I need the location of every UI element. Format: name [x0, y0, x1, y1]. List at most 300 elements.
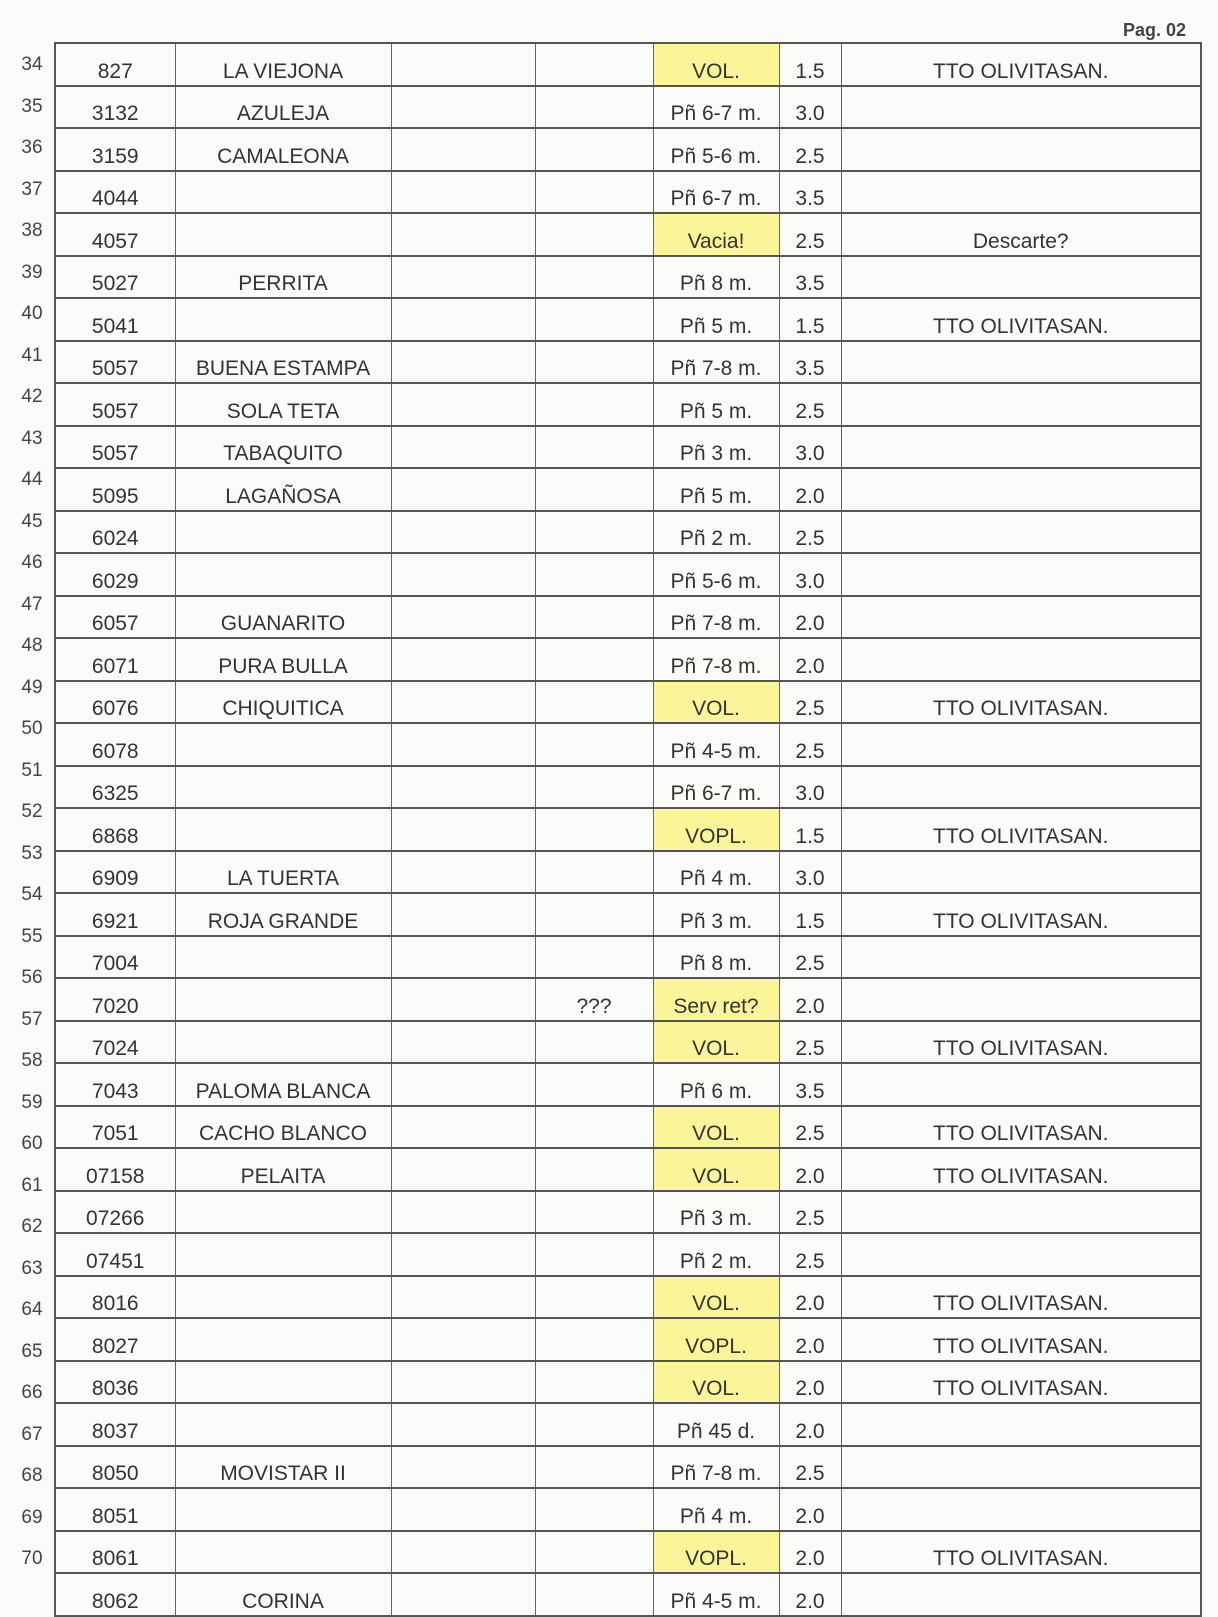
treatment-note-cell: [841, 596, 1201, 639]
row-number: 38: [21, 220, 43, 241]
remark-cell: [535, 298, 653, 341]
table-row: [55, 1106, 1201, 1149]
animal-name-cell: CAMALEONA: [175, 128, 391, 171]
treatment-note-cell: [841, 936, 1201, 979]
table-row: [55, 1318, 1201, 1361]
status-cell: VOL.: [653, 1361, 779, 1404]
animal-name-cell: [175, 1021, 391, 1064]
row-number: 63: [21, 1257, 43, 1279]
remark-cell: [535, 86, 653, 129]
row-number: 44: [21, 469, 43, 490]
remark-cell: [535, 1233, 653, 1276]
treatment-note-cell: TTO OLIVITASAN.: [841, 808, 1201, 851]
empty-cell: [391, 1106, 535, 1149]
animal-name-cell: CHIQUITICA: [175, 681, 391, 724]
row-number: 48: [21, 635, 43, 656]
score-cell: 2.0: [779, 1573, 841, 1616]
animal-name-cell: [175, 553, 391, 596]
status-cell: Pñ 4-5 m.: [653, 723, 779, 766]
table-row: [55, 426, 1201, 469]
animal-name-cell: LAGAÑOSA: [175, 468, 391, 511]
animal-id-cell: 8050: [55, 1446, 175, 1489]
table-row: [55, 1531, 1201, 1574]
status-cell: Pñ 5 m.: [653, 468, 779, 511]
empty-cell: [391, 1446, 535, 1489]
table-row: [55, 256, 1201, 299]
empty-cell: [391, 1403, 535, 1446]
score-cell: 2.5: [779, 511, 841, 554]
treatment-note-cell: TTO OLIVITASAN.: [841, 1318, 1201, 1361]
row-number: 46: [21, 552, 43, 573]
livestock-table: [54, 42, 1202, 1617]
remark-cell: [535, 256, 653, 299]
animal-id-cell: 6909: [55, 851, 175, 894]
remark-cell: [535, 936, 653, 979]
animal-name-cell: [175, 298, 391, 341]
remark-cell: [535, 341, 653, 384]
row-number: 68: [21, 1465, 43, 1486]
animal-name-cell: [175, 1403, 391, 1446]
remark-cell: [535, 1276, 653, 1319]
animal-name-cell: GUANARITO: [175, 596, 391, 639]
animal-id-cell: 4044: [55, 171, 175, 214]
empty-cell: [391, 936, 535, 979]
animal-name-cell: [175, 723, 391, 766]
remark-cell: [535, 1191, 653, 1234]
remark-cell: [535, 383, 653, 426]
animal-name-cell: TABAQUITO: [175, 426, 391, 469]
row-number: 58: [21, 1050, 43, 1071]
animal-id-cell: 6057: [55, 596, 175, 639]
remark-cell: [535, 723, 653, 766]
score-cell: 3.5: [779, 341, 841, 384]
score-cell: 3.5: [779, 256, 841, 299]
row-number: 52: [21, 801, 43, 822]
animal-id-cell: 6029: [55, 553, 175, 596]
treatment-note-cell: TTO OLIVITASAN.: [841, 893, 1201, 936]
table-row: [55, 553, 1201, 596]
remark-cell: [535, 1318, 653, 1361]
remark-cell: [535, 1106, 653, 1149]
score-cell: 3.5: [779, 171, 841, 214]
status-cell: VOL.: [653, 43, 779, 86]
status-cell: VOL.: [653, 681, 779, 724]
treatment-note-cell: [841, 766, 1201, 809]
treatment-note-cell: [841, 171, 1201, 214]
table-row: [55, 468, 1201, 511]
score-cell: 2.0: [779, 1148, 841, 1191]
treatment-note-cell: TTO OLIVITASAN.: [841, 1361, 1201, 1404]
remark-cell: [535, 808, 653, 851]
treatment-note-cell: TTO OLIVITASAN.: [841, 1276, 1201, 1319]
treatment-note-cell: TTO OLIVITASAN.: [841, 681, 1201, 724]
treatment-note-cell: [841, 468, 1201, 511]
score-cell: 3.0: [779, 86, 841, 129]
remark-cell: [535, 893, 653, 936]
row-number: 43: [21, 427, 43, 449]
animal-name-cell: LA VIEJONA: [175, 43, 391, 86]
animal-name-cell: [175, 978, 391, 1021]
remark-cell: [535, 1403, 653, 1446]
animal-id-cell: 8036: [55, 1361, 175, 1404]
table-row: [55, 638, 1201, 681]
status-cell: Serv ret?: [653, 978, 779, 1021]
score-cell: 1.5: [779, 298, 841, 341]
status-cell: Pñ 7-8 m.: [653, 638, 779, 681]
empty-cell: [391, 1233, 535, 1276]
score-cell: 3.0: [779, 766, 841, 809]
empty-cell: [391, 1531, 535, 1574]
empty-cell: [391, 256, 535, 299]
animal-id-cell: 6071: [55, 638, 175, 681]
table-row: [55, 213, 1201, 256]
empty-cell: [391, 171, 535, 214]
treatment-note-cell: [841, 256, 1201, 299]
animal-id-cell: 8027: [55, 1318, 175, 1361]
row-number: 59: [21, 1091, 43, 1113]
status-cell: Pñ 6-7 m.: [653, 86, 779, 129]
animal-id-cell: 5057: [55, 426, 175, 469]
table-row: [55, 43, 1201, 86]
table-row: [55, 1063, 1201, 1106]
row-number: 65: [21, 1340, 43, 1362]
row-number: 69: [21, 1506, 43, 1528]
animal-name-cell: AZULEJA: [175, 86, 391, 129]
row-number: 50: [21, 718, 43, 739]
animal-name-cell: [175, 1276, 391, 1319]
animal-name-cell: [175, 1488, 391, 1531]
animal-id-cell: 3159: [55, 128, 175, 171]
treatment-note-cell: TTO OLIVITASAN.: [841, 43, 1201, 86]
animal-name-cell: LA TUERTA: [175, 851, 391, 894]
remark-cell: [535, 511, 653, 554]
table-row: [55, 851, 1201, 894]
remark-cell: [535, 1021, 653, 1064]
score-cell: 1.5: [779, 808, 841, 851]
status-cell: Pñ 4-5 m.: [653, 1573, 779, 1616]
table-row: [55, 1191, 1201, 1234]
animal-id-cell: 07158: [55, 1148, 175, 1191]
score-cell: 2.0: [779, 468, 841, 511]
score-cell: 2.0: [779, 978, 841, 1021]
treatment-note-cell: [841, 978, 1201, 1021]
animal-id-cell: 07451: [55, 1233, 175, 1276]
animal-id-cell: 6921: [55, 893, 175, 936]
animal-name-cell: [175, 1361, 391, 1404]
animal-id-cell: 7004: [55, 936, 175, 979]
status-cell: Pñ 5 m.: [653, 383, 779, 426]
row-number: 34: [21, 54, 43, 75]
treatment-note-cell: TTO OLIVITASAN.: [841, 1106, 1201, 1149]
empty-cell: [391, 426, 535, 469]
row-number: 36: [21, 137, 43, 158]
status-cell: VOPL.: [653, 1531, 779, 1574]
status-cell: Pñ 5-6 m.: [653, 128, 779, 171]
animal-id-cell: 5027: [55, 256, 175, 299]
animal-name-cell: SOLA TETA: [175, 383, 391, 426]
row-number: 53: [21, 842, 43, 864]
status-cell: Vacia!: [653, 213, 779, 256]
row-number: 64: [21, 1299, 43, 1320]
row-number: 62: [21, 1216, 43, 1237]
row-number: 61: [21, 1174, 43, 1196]
score-cell: 1.5: [779, 893, 841, 936]
remark-cell: [535, 1063, 653, 1106]
treatment-note-cell: [841, 1446, 1201, 1489]
empty-cell: [391, 1021, 535, 1064]
table-row: [55, 128, 1201, 171]
status-cell: Pñ 6 m.: [653, 1063, 779, 1106]
animal-id-cell: 6078: [55, 723, 175, 766]
row-number: 56: [21, 967, 43, 988]
row-number: 54: [21, 884, 43, 905]
animal-id-cell: 6868: [55, 808, 175, 851]
status-cell: Pñ 8 m.: [653, 256, 779, 299]
status-cell: Pñ 4 m.: [653, 851, 779, 894]
animal-name-cell: PELAITA: [175, 1148, 391, 1191]
table-row: [55, 808, 1201, 851]
row-number: 55: [21, 925, 43, 947]
status-cell: Pñ 2 m.: [653, 511, 779, 554]
animal-id-cell: 8051: [55, 1488, 175, 1531]
row-number: 60: [21, 1133, 43, 1154]
table-row: [55, 1276, 1201, 1319]
animal-id-cell: 7051: [55, 1106, 175, 1149]
table-row: [55, 1488, 1201, 1531]
treatment-note-cell: TTO OLIVITASAN.: [841, 1148, 1201, 1191]
animal-id-cell: 8061: [55, 1531, 175, 1574]
status-cell: VOPL.: [653, 1318, 779, 1361]
treatment-note-cell: [841, 128, 1201, 171]
remark-cell: [535, 171, 653, 214]
score-cell: 2.5: [779, 723, 841, 766]
remark-cell: [535, 553, 653, 596]
status-cell: Pñ 5 m.: [653, 298, 779, 341]
empty-cell: [391, 1191, 535, 1234]
table-row: [55, 1446, 1201, 1489]
score-cell: 2.0: [779, 638, 841, 681]
animal-id-cell: 7020: [55, 978, 175, 1021]
treatment-note-cell: TTO OLIVITASAN.: [841, 1021, 1201, 1064]
empty-cell: [391, 511, 535, 554]
table-row: [55, 766, 1201, 809]
animal-name-cell: [175, 766, 391, 809]
animal-id-cell: 8016: [55, 1276, 175, 1319]
animal-name-cell: CORINA: [175, 1573, 391, 1616]
empty-cell: [391, 1318, 535, 1361]
empty-cell: [391, 1488, 535, 1531]
animal-name-cell: [175, 511, 391, 554]
animal-id-cell: 3132: [55, 86, 175, 129]
animal-id-cell: 5057: [55, 341, 175, 384]
score-cell: 2.5: [779, 383, 841, 426]
score-cell: 2.5: [779, 1191, 841, 1234]
animal-name-cell: PALOMA BLANCA: [175, 1063, 391, 1106]
remark-cell: [535, 766, 653, 809]
score-cell: 3.0: [779, 553, 841, 596]
remark-cell: [535, 851, 653, 894]
row-number: 70: [21, 1548, 43, 1569]
empty-cell: [391, 86, 535, 129]
status-cell: VOL.: [653, 1276, 779, 1319]
treatment-note-cell: [841, 723, 1201, 766]
empty-cell: [391, 128, 535, 171]
score-cell: 3.5: [779, 1063, 841, 1106]
animal-name-cell: MOVISTAR II: [175, 1446, 391, 1489]
animal-name-cell: [175, 171, 391, 214]
row-number: 49: [21, 676, 43, 698]
status-cell: Pñ 4 m.: [653, 1488, 779, 1531]
score-cell: 2.5: [779, 681, 841, 724]
remark-cell: [535, 128, 653, 171]
table-row: [55, 1361, 1201, 1404]
score-cell: 1.5: [779, 43, 841, 86]
status-cell: Pñ 5-6 m.: [653, 553, 779, 596]
empty-cell: [391, 851, 535, 894]
empty-cell: [391, 383, 535, 426]
treatment-note-cell: [841, 383, 1201, 426]
treatment-note-cell: [841, 1233, 1201, 1276]
remark-cell: [535, 213, 653, 256]
treatment-note-cell: [841, 553, 1201, 596]
animal-id-cell: 7024: [55, 1021, 175, 1064]
animal-id-cell: 4057: [55, 213, 175, 256]
row-number: 37: [21, 178, 43, 200]
animal-name-cell: [175, 213, 391, 256]
empty-cell: [391, 1063, 535, 1106]
treatment-note-cell: [841, 511, 1201, 554]
row-number: 35: [21, 95, 43, 117]
remark-cell: [535, 1446, 653, 1489]
remark-cell: [535, 1531, 653, 1574]
animal-id-cell: 827: [55, 43, 175, 86]
status-cell: Pñ 45 d.: [653, 1403, 779, 1446]
animal-id-cell: 5057: [55, 383, 175, 426]
table-row: [55, 893, 1201, 936]
table-row: [55, 936, 1201, 979]
status-cell: Pñ 7-8 m.: [653, 596, 779, 639]
status-cell: Pñ 6-7 m.: [653, 766, 779, 809]
table-row: [55, 383, 1201, 426]
score-cell: 2.5: [779, 1446, 841, 1489]
empty-cell: [391, 468, 535, 511]
empty-cell: [391, 43, 535, 86]
empty-cell: [391, 893, 535, 936]
treatment-note-cell: TTO OLIVITASAN.: [841, 1531, 1201, 1574]
animal-name-cell: [175, 936, 391, 979]
remark-cell: [535, 1361, 653, 1404]
animal-name-cell: [175, 1233, 391, 1276]
status-cell: Pñ 2 m.: [653, 1233, 779, 1276]
treatment-note-cell: [841, 851, 1201, 894]
empty-cell: [391, 1573, 535, 1616]
score-cell: 3.0: [779, 851, 841, 894]
treatment-note-cell: [841, 86, 1201, 129]
status-cell: VOPL.: [653, 808, 779, 851]
status-cell: Pñ 3 m.: [653, 1191, 779, 1234]
row-number: 47: [21, 593, 43, 615]
status-cell: Pñ 7-8 m.: [653, 1446, 779, 1489]
row-number: 41: [21, 344, 43, 366]
empty-cell: [391, 596, 535, 639]
table-row: [55, 1148, 1201, 1191]
score-cell: 2.5: [779, 1106, 841, 1149]
status-cell: VOL.: [653, 1148, 779, 1191]
status-cell: Pñ 7-8 m.: [653, 341, 779, 384]
animal-id-cell: 7043: [55, 1063, 175, 1106]
treatment-note-cell: Descarte?: [841, 213, 1201, 256]
status-cell: VOL.: [653, 1106, 779, 1149]
animal-name-cell: CACHO BLANCO: [175, 1106, 391, 1149]
animal-name-cell: [175, 1191, 391, 1234]
score-cell: 2.0: [779, 596, 841, 639]
table-row: [55, 681, 1201, 724]
treatment-note-cell: [841, 1403, 1201, 1446]
score-cell: 2.0: [779, 1531, 841, 1574]
treatment-note-cell: [841, 341, 1201, 384]
animal-name-cell: PURA BULLA: [175, 638, 391, 681]
empty-cell: [391, 1276, 535, 1319]
status-cell: VOL.: [653, 1021, 779, 1064]
row-number: 67: [21, 1423, 43, 1445]
treatment-note-cell: TTO OLIVITASAN.: [841, 298, 1201, 341]
treatment-note-cell: [841, 1488, 1201, 1531]
empty-cell: [391, 1361, 535, 1404]
table-row: [55, 86, 1201, 129]
empty-cell: [391, 723, 535, 766]
status-cell: Pñ 6-7 m.: [653, 171, 779, 214]
table-row: [55, 1233, 1201, 1276]
remark-cell: [535, 468, 653, 511]
remark-cell: [535, 1573, 653, 1616]
animal-id-cell: 5041: [55, 298, 175, 341]
table-row: [55, 171, 1201, 214]
empty-cell: [391, 1148, 535, 1191]
score-cell: 2.5: [779, 936, 841, 979]
table-row: [55, 511, 1201, 554]
table-row: [55, 596, 1201, 639]
row-number: 39: [21, 261, 43, 283]
remark-cell: [535, 1488, 653, 1531]
row-numbers: [14, 42, 50, 1578]
animal-id-cell: 6325: [55, 766, 175, 809]
row-number: 66: [21, 1382, 43, 1403]
table-row: [55, 1403, 1201, 1446]
empty-cell: [391, 808, 535, 851]
empty-cell: [391, 766, 535, 809]
empty-cell: [391, 978, 535, 1021]
row-number: 51: [21, 759, 43, 781]
score-cell: 2.5: [779, 1021, 841, 1064]
score-cell: 2.5: [779, 128, 841, 171]
treatment-note-cell: [841, 426, 1201, 469]
treatment-note-cell: [841, 638, 1201, 681]
status-cell: Pñ 3 m.: [653, 426, 779, 469]
table-row: [55, 341, 1201, 384]
score-cell: 2.5: [779, 1233, 841, 1276]
score-cell: 2.0: [779, 1276, 841, 1319]
score-cell: 2.5: [779, 213, 841, 256]
animal-id-cell: 07266: [55, 1191, 175, 1234]
empty-cell: [391, 298, 535, 341]
animal-id-cell: 6076: [55, 681, 175, 724]
table-row: [55, 1021, 1201, 1064]
empty-cell: [391, 638, 535, 681]
animal-name-cell: [175, 1318, 391, 1361]
animal-name-cell: [175, 1531, 391, 1574]
animal-id-cell: 8037: [55, 1403, 175, 1446]
animal-id-cell: 6024: [55, 511, 175, 554]
